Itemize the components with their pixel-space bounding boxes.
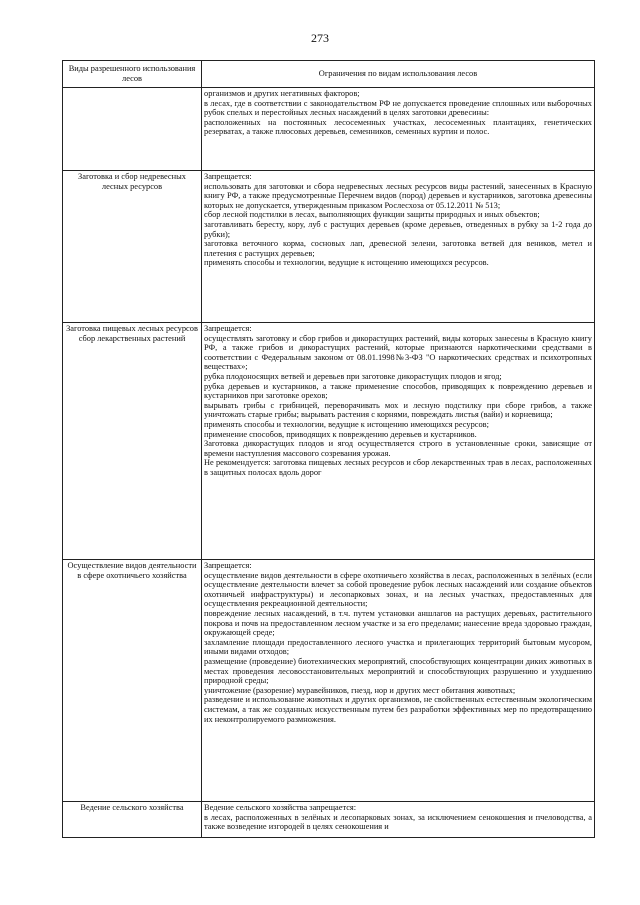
restriction-line: разведение и использование животных и других организмов, не свойственных естественным экологическим системам, а так же созданных искусственным путем без разработки эффективных мер по предотвращению их неконтролируемого размножения.	[204, 695, 592, 724]
restriction-line: вырывать грибы с грибницей, переворачивать мох и лесную подстилку при сборе грибов, а также уничтожать старые грибы; вырывать растения с корнями, повреждать листья (вайи) и корневища;	[204, 400, 592, 420]
restriction-line: заготавливать бересту, кору, луб с растущих деревьев (кроме деревьев, отведенных в рубку за 1-2 года до рубки);	[204, 219, 592, 239]
restriction-line: рубка деревьев и кустарников, а также применение способов, приводящих к повреждению деревьев и кустарников при заготовке орехов;	[204, 381, 592, 401]
restriction-line: Ведение сельского хозяйства запрещается:	[204, 803, 357, 812]
restriction-line: повреждение лесных насаждений, в т.ч. путем установки аншлагов на растущих деревьях, растительного покрова и почв на предоставленном лесном участке и за его пределами; нанесение вреда здоровью граждан, окружающей среде;	[204, 608, 592, 638]
restriction-line: Заготовка дикорастущих плодов и ягод осуществляется строго в установленные сроки, зависящие от времени наступления массового созревания урожая.	[204, 439, 592, 458]
restrictions-cell	[202, 802, 595, 838]
restriction-line: Не рекомендуется: заготовка пищевых лесных ресурсов и сбор лекарственных трав в лесах, расположенных в защитных полосах вдоль дорог	[204, 458, 592, 477]
restrictions-cell	[202, 323, 595, 560]
use-type-cell: Ведение сельского хозяйства	[63, 802, 202, 838]
table-row	[63, 88, 595, 171]
table-row	[63, 802, 595, 838]
restriction-line: размещение (проведение) биотехнических мероприятий, способствующих концентрации диких животных в местах проведения лесовосстановительных мероприятий и способствующих разрушению и ухудшению природной среды;	[204, 656, 592, 686]
restriction-line: использовать для заготовки и сбора недревесных лесных ресурсов виды растений, занесенных в Красную книгу РФ, а также предусмотренные Перечнем видов (пород) деревьев и кустарников, заготовка древесины которых не допускается, утвержденным приказом Рослесхоза от 05.12.2011 № 513;	[204, 181, 592, 210]
table-header-row	[63, 61, 595, 88]
restriction-line: Запрещается:	[204, 561, 252, 570]
use-type-cell: Осуществление видов деятельности в сфере охотничьего хозяйства	[63, 560, 202, 802]
restriction-line: организмов и других негативных факторов;	[204, 89, 360, 98]
restrictions-cell	[202, 171, 595, 323]
restrictions-table	[62, 60, 595, 838]
restriction-line: захламление площади предоставленного лесного участка и прилегающих территорий бытовым мусором, иными видами отходов;	[204, 637, 592, 657]
restriction-line: применять способы и технологии, ведущие к истощению имеющихся ресурсов;	[204, 419, 489, 429]
table-row	[63, 560, 595, 802]
restrictions-cell	[202, 88, 595, 171]
restriction-line: уничтожение (разорение) муравейников, гнезд, нор и других мест обитания животных;	[204, 685, 516, 695]
table-row	[63, 323, 595, 560]
restriction-line: осуществление видов деятельности в сфере охотничьего хозяйства в лесах, расположенных в зелёных (если осуществление деятельности влечет за собой проведение рубок лесных насаждений или создание объектов охотничьей инфраструктуры) и лесопарковых зонах, и на лесных участках, предоставленных для осуществления рекреационной деятельности;	[204, 570, 592, 609]
page-number: 273	[311, 31, 329, 45]
restriction-line: в лесах, расположенных в зелёных и лесопарковых зонах, за исключением сенокошения и пчеловодства, а также возведение изгородей в целях сенокошения и	[204, 812, 592, 832]
restriction-line: заготовка веточного корма, сосновых лап, древесной зелени, заготовка ветвей для веников, метел и плетения с растущих деревьев;	[204, 239, 592, 258]
use-type-cell	[63, 88, 202, 171]
restriction-line: в лесах, где в соответствии с законодательством РФ не допускается проведение сплошных или выборочных рубок спелых и перестойных лесных насаждений в целях заготовки древесины:	[204, 98, 592, 118]
table-row	[63, 171, 595, 323]
restrictions-cell	[202, 560, 595, 802]
use-type-cell: Заготовка пищевых лесных ресурсов сбор лекарственных растений	[63, 323, 202, 560]
header-col-restrictions: Ограничения по видам использования лесов	[202, 61, 595, 88]
restriction-line: рубка плодоносящих ветвей и деревьев при заготовке дикорастущих плодов и ягод;	[204, 371, 502, 381]
restriction-line: применять способы и технологии, ведущие к истощению имеющихся ресурсов.	[204, 258, 489, 268]
use-type-cell: Заготовка и сбор недревесных лесных ресурсов	[63, 171, 202, 323]
restriction-line: сбор лесной подстилки в лесах, выполняющих функции защиты природных и иных объектов;	[204, 210, 540, 220]
restriction-line: Запрещается:	[204, 172, 252, 181]
restriction-line: применение способов, приводящих к повреждению деревьев и кустарников.	[204, 429, 477, 439]
header-col-use-type: Виды разрешенного использования лесов	[63, 61, 202, 88]
restriction-line: расположенных на постоянных лесосеменных участках, лесосеменных плантациях, генетических резерватах, а также плюсовых деревьев, семенников, семенных куртин и полос.	[204, 117, 592, 137]
restriction-line: Запрещается:	[204, 324, 252, 333]
restriction-line: осуществлять заготовку и сбор грибов и дикорастущих растений, виды которых занесены в Красную книгу РФ, а также грибов и дикорастущих растений, которые признаются наркотическими средствами в соответствии с Федеральным законом от 08.01.1998№3-ФЗ "О наркотических средствах и психотропных веществах»;	[204, 333, 592, 372]
